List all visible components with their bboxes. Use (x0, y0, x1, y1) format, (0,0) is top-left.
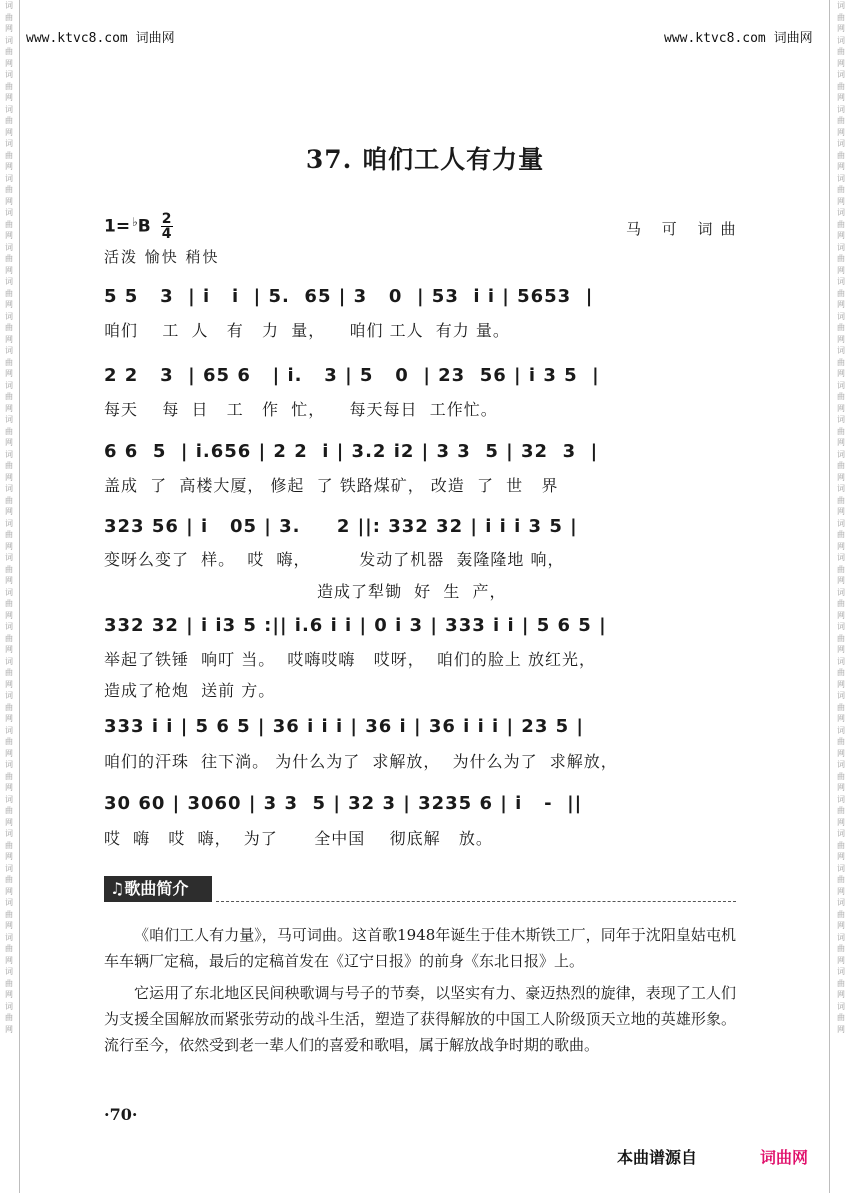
notation-row-7: 30 60 | 3060 | 3 3 5 | 32 3 | 3235 6 | i - || (104, 793, 583, 814)
time-top: 2 (161, 211, 172, 227)
intro-paragraph-2: 它运用了东北地区民间秧歌调与号子的节奏，以坚实有力、豪迈热烈的旋律，表现了工人们为支援全国解放而紧张劳动的战斗生活，塑造了获得解放的中国工人阶级顶天立地的英雄形象。流行至今，依然受到老一辈人们的喜爱和歌唱，属于解放战争时期的歌曲。 (104, 984, 736, 1054)
key-prefix: 1= (104, 216, 131, 237)
right-watermark-column: 词曲网词曲网词曲网词曲网词曲网词曲网词曲网词曲网词曲网词曲网词曲网词曲网词曲网词曲网词曲网词曲网词曲网词曲网词曲网词曲网词曲网词曲网词曲网词曲网词曲网词曲网词曲网词曲网词曲网词曲网 (837, 1, 845, 1034)
lyric-line-3: 盖成 了 高楼大厦， 修起 了 铁路煤矿， 改造 了 世 界 (104, 476, 559, 495)
lyric-line-7: 哎 嗨 哎 嗨， 为了 全中国 彻底解 放。 (104, 829, 493, 848)
notation-row-3: 6 6 5 | i.656 | 2 2 i | 3.2 i2 | 3 3 5 | 32 3 | (104, 441, 599, 462)
lyric-line-4b: 造成了犁锄 好 生 产， (104, 582, 507, 601)
source-label: 本曲谱源自 (617, 1148, 698, 1167)
time-bottom: 4 (161, 226, 172, 242)
song-credit: 马 可 词曲 (626, 220, 744, 238)
notation-row-2: 2 2 3 | 65 6 | i. 3 | 5 0 | 23 56 | i 3 5 | (104, 365, 600, 386)
lyric-line-2: 每天 每 日 工 作 忙， 每天每日 工作忙。 (104, 400, 498, 419)
notation-row-5: 332 32 | i i3 5 :|| i.6 i i | 0 i 3 | 333 i i | 5 6 5 | (104, 615, 607, 636)
notation-row-1: 5 5 3 | i i | 5. 65 | 3 0 | 53 i i | 5653 | (104, 286, 594, 307)
intro-dashed-rule (216, 901, 736, 902)
lyric-line-5b: 造成了枪炮 送前 方。 (104, 681, 276, 700)
lyric-line-1: 咱们 工 人 有 力 量， 咱们 工人 有力 量。 (104, 321, 510, 340)
intro-badge: ♫歌曲简介 (104, 876, 212, 902)
source-site-link[interactable]: 词曲网 (760, 1148, 809, 1167)
page-number: ·70· (104, 1105, 138, 1124)
notation-row-6: 333 i i | 5 6 5 | 36 i i i | 36 i | 36 i i i | 23 5 | (104, 716, 584, 737)
time-signature (161, 212, 173, 241)
key-signature (104, 212, 173, 241)
header-site-left[interactable]: www.ktvc8.com 词曲网 (26, 31, 175, 46)
left-watermark-column: 词曲网词曲网词曲网词曲网词曲网词曲网词曲网词曲网词曲网词曲网词曲网词曲网词曲网词曲网词曲网词曲网词曲网词曲网词曲网词曲网词曲网词曲网词曲网词曲网词曲网词曲网词曲网词曲网词曲网词曲网 (5, 1, 13, 1034)
flat-icon: ♭ (132, 214, 138, 229)
intro-paragraph-1: 《咱们工人有力量》，马可词曲。这首歌1948年诞生于佳木斯铁工厂，同年于沈阳皇姑屯机车车辆厂定稿，最后的定稿首发在《辽宁日报》的前身《东北日报》上。 (104, 926, 736, 970)
song-title: 37. 咱们工人有力量 (305, 145, 545, 174)
left-margin-rule (19, 0, 20, 1193)
right-margin-rule (829, 0, 830, 1193)
notation-row-4: 323 56 | i 05 | 3. 2 ||: 332 32 | i i i 3 5 | (104, 516, 578, 537)
lyric-line-5a: 举起了铁锤 响叮 当。 哎嗨哎嗨 哎呀， 咱们的脸上 放红光， (104, 650, 596, 669)
tempo-marking: 活泼 愉快 稍快 (104, 248, 220, 266)
lyric-line-4a: 变呀么变了 样。 哎 嗨， 发动了机器 轰隆隆地 响， (104, 550, 565, 569)
header-site-right[interactable]: www.ktvc8.com 词曲网 (664, 31, 813, 46)
key-note: B (137, 216, 151, 237)
lyric-line-6: 咱们的汗珠 往下淌。 为什么为了 求解放， 为什么为了 求解放， (104, 752, 618, 771)
